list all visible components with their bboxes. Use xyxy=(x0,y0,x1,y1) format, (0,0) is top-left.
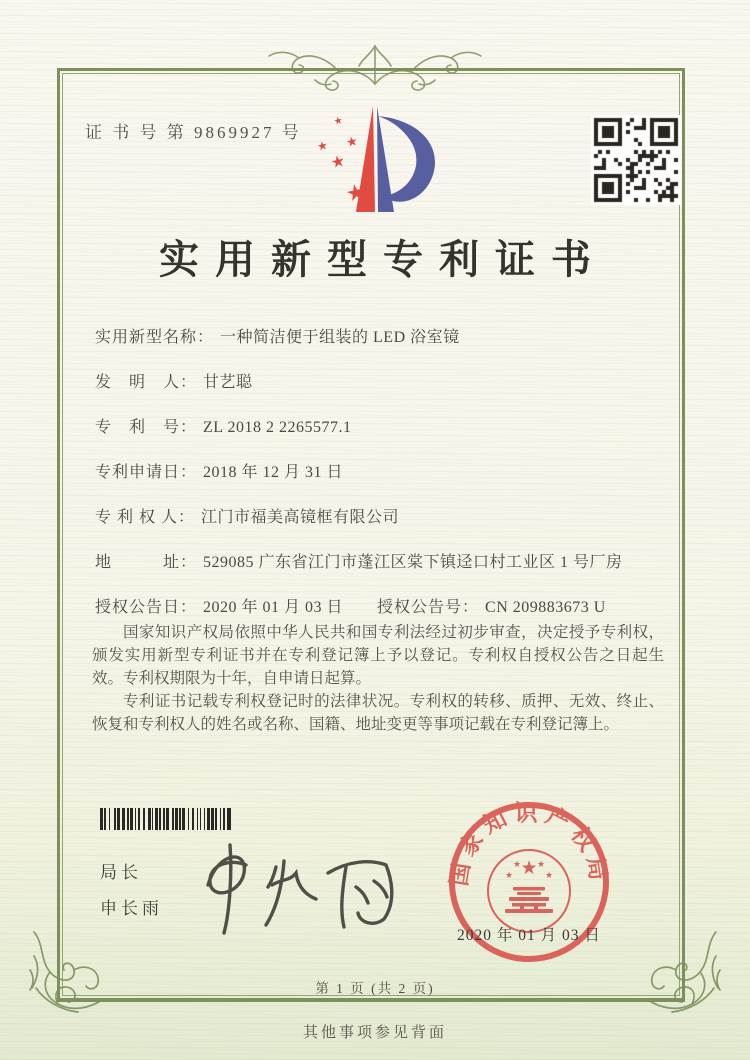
top-border-ornament-icon xyxy=(255,38,495,96)
bottom-right-corner-ornament-icon xyxy=(640,926,726,1018)
field-value: 2020 年 01 月 03 日 xyxy=(203,599,344,616)
seal-big-star-icon: ★ xyxy=(520,858,538,879)
barcode xyxy=(100,808,292,830)
field-value: 2018 年 12 月 31 日 xyxy=(203,464,344,481)
field-value: 一种简洁便于组装的 LED 浴室镜 xyxy=(220,329,460,346)
seal-tiananmen-emblem xyxy=(505,887,553,913)
commissioner-name: 申长雨 xyxy=(100,899,163,918)
field-value: 529085 广东省江门市蓬江区棠下镇迳口村工业区 1 号厂房 xyxy=(203,554,623,571)
seal-date: 2020 年 01 月 03 日 xyxy=(457,927,601,944)
field-label: 专利申请日： xyxy=(95,464,198,481)
seal-small-star-icon: ★ xyxy=(536,859,546,869)
signature-script xyxy=(188,833,403,941)
field-value: CN 209883673 U xyxy=(485,599,606,616)
certificate-number: 证 书 号 第 9869927 号 xyxy=(85,123,302,142)
barcode-bar xyxy=(231,808,232,830)
field-label: 授权公告号： xyxy=(377,599,480,616)
seal-arc-text: 国家知识产权局 xyxy=(446,800,612,888)
field-value: 甘艺聪 xyxy=(203,374,253,391)
cnipa-logo xyxy=(300,102,470,220)
field-label: 地 址： xyxy=(95,554,198,571)
field-label: 专 利 号： xyxy=(95,419,198,436)
field-row xyxy=(95,459,675,504)
certificate-title: 实用新型专利证书 xyxy=(159,237,607,282)
field-label: 授权公告日： xyxy=(95,599,198,616)
certificate-fields xyxy=(95,324,675,639)
page-number: 第 1 页 (共 2 页) xyxy=(315,981,435,996)
field-label: 实用新型名称： xyxy=(95,329,215,346)
commissioner-title: 局长 xyxy=(100,863,142,882)
seal-small-star-icon: ★ xyxy=(504,870,514,880)
logo-star-icon: ★ xyxy=(332,115,344,128)
logo-star-icon: ★ xyxy=(329,152,347,173)
seal-small-star-icon: ★ xyxy=(512,859,522,869)
field-row xyxy=(95,369,675,414)
field-value: 江门市福美高镜框有限公司 xyxy=(201,509,400,526)
logo-star-icon: ★ xyxy=(343,178,369,207)
logo-star-icon: ★ xyxy=(344,132,360,151)
field-label: 发 明 人： xyxy=(95,374,198,391)
seal-small-star-icon: ★ xyxy=(544,870,554,880)
field-row xyxy=(95,414,675,459)
field-value: ZL 2018 2 2265577.1 xyxy=(203,419,352,436)
bottom-left-corner-ornament-icon xyxy=(24,926,110,1018)
field-row xyxy=(95,549,675,594)
legal-paragraph-2: 专利证书记载专利权登记时的法律状况。专利权的转移、质押、无效、终止、恢复和专利权人的姓名或名称、国籍、地址变更等事项记载在专利登记簿上。 xyxy=(92,693,664,733)
qr-code xyxy=(591,115,681,205)
back-side-note: 其他事项参见背面 xyxy=(302,1025,447,1041)
field-row xyxy=(95,504,675,549)
grant-number-pair xyxy=(377,594,606,617)
legal-text-block xyxy=(92,621,664,736)
field-label: 专 利 权 人： xyxy=(95,509,196,526)
logo-star-icon: ★ xyxy=(315,138,330,154)
legal-paragraph-1: 国家知识产权局依照中华人民共和国专利法经过初步审查，决定授予专利权，颁发实用新型专利证书并在专利登记簿上予以登记。专利权自授权公告之日起生效。专利权期限为十年，自申请日起算。 xyxy=(92,624,664,687)
field-row xyxy=(95,324,675,369)
cnipa-logo-graphic xyxy=(300,102,470,220)
